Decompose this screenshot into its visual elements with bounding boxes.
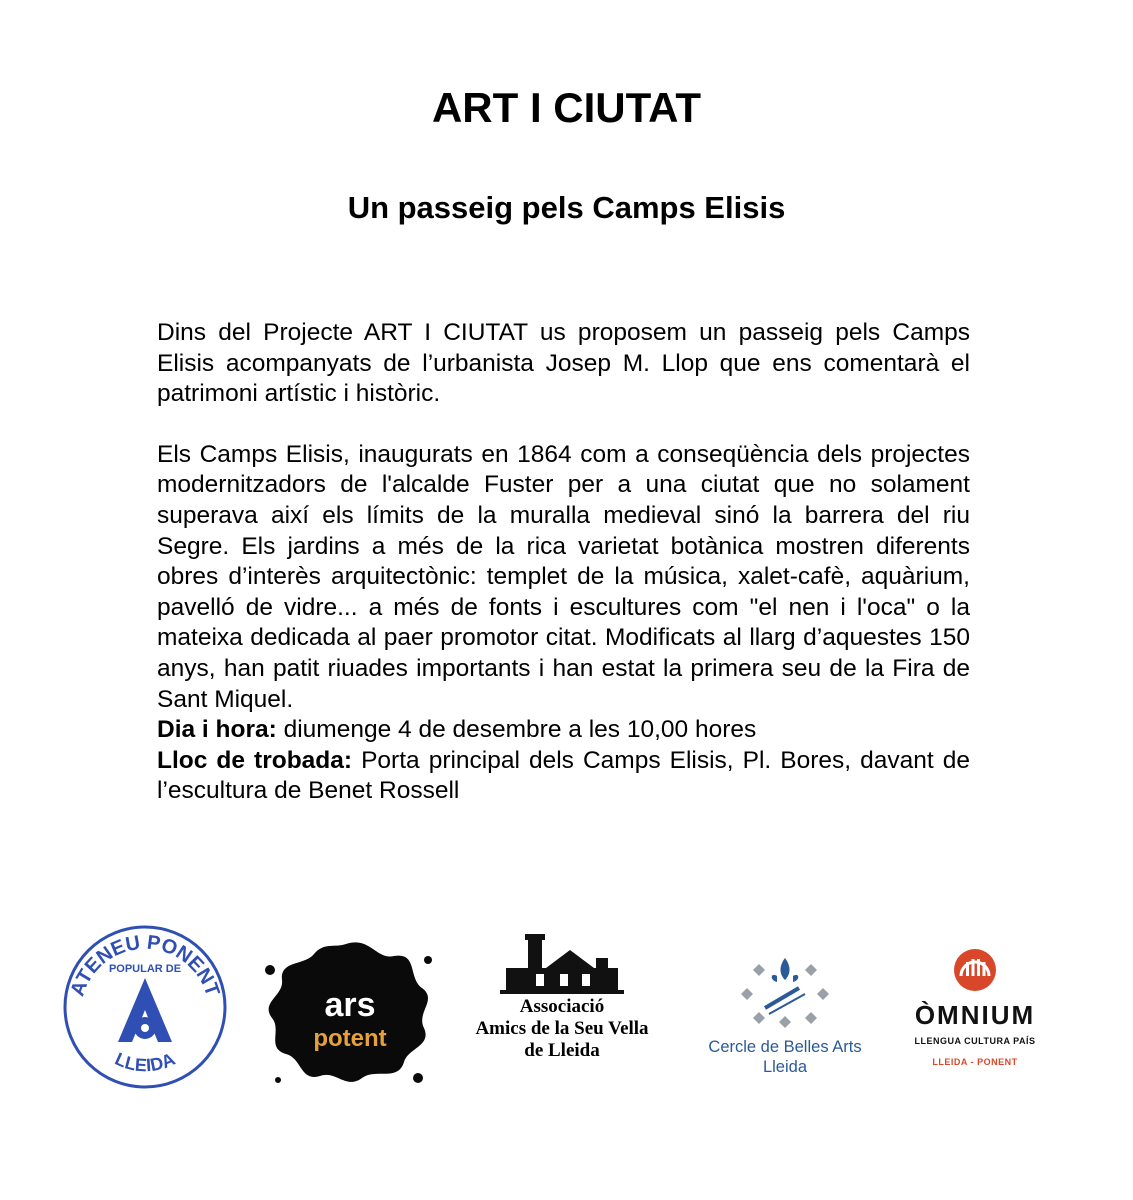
- cercle-line1: Cercle de Belles Arts: [708, 1038, 862, 1056]
- meeting-place-line: [157, 746, 970, 807]
- event-description: [157, 318, 970, 807]
- meeting-place-label: Lloc de trobada:: [157, 746, 353, 774]
- seu-vella-line3: de Lleida: [524, 1040, 600, 1061]
- ateneu-popular-ponent-logo: [60, 922, 230, 1092]
- ateneu-top-text: POPULAR DE: [108, 963, 182, 975]
- sponsor-logos: [0, 900, 1133, 1100]
- svg-text:LLEIDA: [112, 1049, 178, 1076]
- omnium-logo: [890, 948, 1060, 1078]
- seu-vella-cathedral-icon: [500, 930, 624, 994]
- date-time-value: diumenge 4 de desembre a les 10,00 hores: [283, 716, 757, 744]
- omnium-region: LLEIDA - PONENT: [932, 1057, 1018, 1067]
- intro-paragraph: Dins del Projecte ART I CIUTAT us proposem un passeig pels Camps Elisis acompanyats de l’urbanista Josep M. Llop que ens comentarà el patrimoni artístic i històric.: [157, 319, 970, 408]
- date-time-label: Dia i hora:: [157, 716, 277, 744]
- page-subtitle: Un passeig pels Camps Elisis: [347, 190, 786, 225]
- cercle-fleur-icon: [735, 952, 835, 1034]
- date-time-line: [157, 715, 970, 746]
- seu-vella-line2: Amics de la Seu Vella: [475, 1018, 649, 1039]
- potent-word: potent: [313, 1025, 387, 1052]
- amics-seu-vella-logo: [462, 930, 662, 1080]
- omnium-emblem-icon: [953, 948, 997, 992]
- history-paragraph: Els Camps Elisis, inaugurats en 1864 com a conseqüència dels projectes modernitzadors de l'alcalde Fuster per a una ciutat que no solament superava així els límits de la muralla medieval sinó la barrera del riu Segre. Els jardins a més de la rica varietat botànica mostren diferents obres d’interès arquitectònic: templet de la música, xalet-cafè, aquàrium, pavelló de vidre... a més de fonts i escultures com "el nen i l'oca" o la mateixa dedicada al paer promotor citat. Modificats al llarg d’aquestes 150 anys, han patit riuades importants i han estat la primera seu de la Fira de Sant Miquel.: [157, 440, 970, 713]
- meeting-place-value: Porta principal dels Camps Elisis, Pl. Bores, davant de l’escultura de Benet Rossell: [157, 746, 970, 805]
- page-title: ART I CIUTAT: [431, 84, 702, 131]
- seu-vella-line1: Associació: [519, 996, 605, 1017]
- ateneu-bottom-text: LLEIDA: [111, 1048, 179, 1076]
- cercle-belles-arts-logo: [688, 952, 882, 1082]
- ars-word: ars: [324, 986, 376, 1024]
- ars-potent-logo: [258, 930, 438, 1090]
- ateneu-ring-text: ATENEU PONENT: [66, 931, 224, 1000]
- omnium-subtitle: LLENGUA CULTURA PAÍS: [914, 1036, 1036, 1046]
- cercle-line2: Lleida: [762, 1058, 808, 1076]
- omnium-word: ÒMNIUM: [914, 1000, 1036, 1030]
